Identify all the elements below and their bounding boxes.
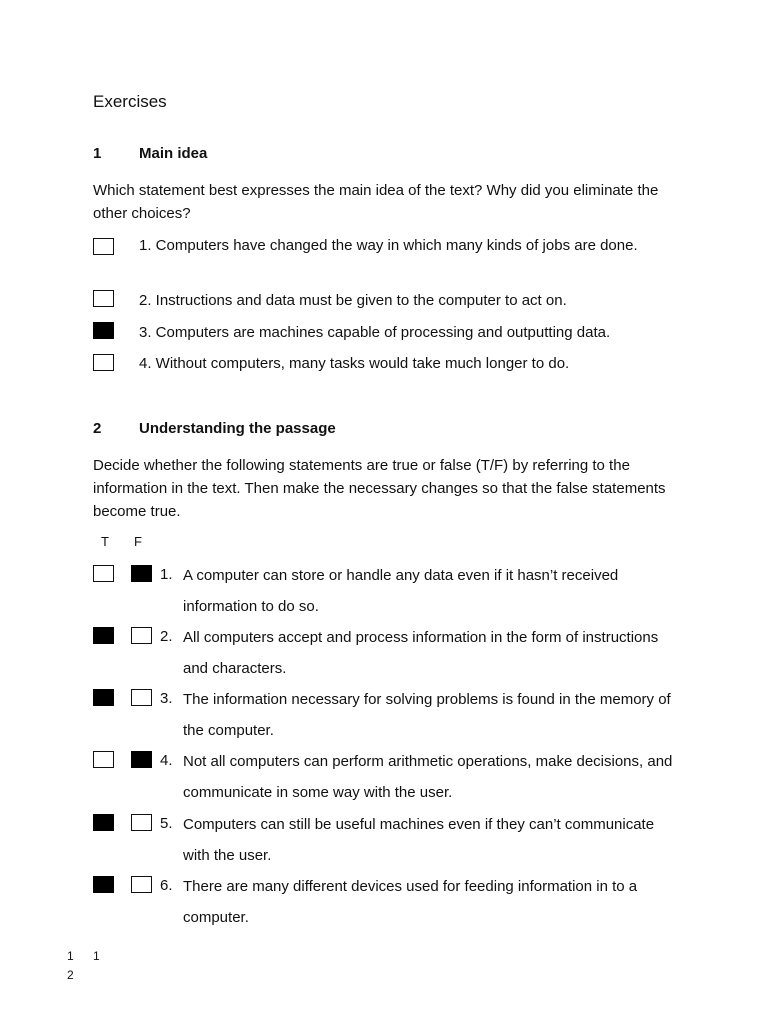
item2-false-checkbox[interactable] — [131, 627, 152, 644]
item5-false-checkbox[interactable] — [131, 814, 152, 831]
item4-number: 4. — [160, 752, 173, 769]
section1-title: Main idea — [139, 145, 208, 162]
footer-mark: 1 — [67, 949, 74, 963]
item3-true-checkbox[interactable] — [93, 689, 114, 706]
item5-true-checkbox[interactable] — [93, 814, 114, 831]
item1-false-checkbox[interactable] — [131, 565, 152, 582]
footer-mark: 1 — [93, 949, 100, 963]
item6-false-checkbox[interactable] — [131, 876, 152, 893]
item2-true-checkbox[interactable] — [93, 627, 114, 644]
item2-number: 2. — [160, 628, 173, 645]
true-column-label: T — [101, 534, 109, 549]
option4-checkbox[interactable] — [93, 354, 114, 371]
section2-number: 2 — [93, 420, 102, 437]
option3-text: 3. Computers are machines capable of processing and outputting data. — [139, 324, 611, 341]
false-column-label: F — [134, 534, 142, 549]
item1-true-checkbox[interactable] — [93, 565, 114, 582]
option2-text: 2. Instructions and data must be given to the computer to act on. — [139, 292, 567, 309]
item5-text: Computers can still be useful machines even if they can’t communicate with the user. — [183, 816, 655, 864]
item2-text: All computers accept and process information in the form of instructions and characters. — [183, 629, 659, 677]
item5-number: 5. — [160, 815, 173, 832]
item6-text: There are many different devices used for feeding information in to a computer. — [183, 878, 638, 926]
page-heading: Exercises — [93, 92, 167, 111]
item3-number: 3. — [160, 690, 173, 707]
footer-mark: 2 — [67, 968, 74, 982]
item3-false-checkbox[interactable] — [131, 689, 152, 706]
item3-text: The information necessary for solving problems is found in the memory of the computer. — [183, 691, 671, 739]
section1-number: 1 — [93, 145, 102, 162]
item6-true-checkbox[interactable] — [93, 876, 114, 893]
option3-checkbox[interactable] — [93, 322, 114, 339]
option4-text: 4. Without computers, many tasks would take much longer to do. — [139, 355, 570, 372]
section2-title: Understanding the passage — [139, 420, 336, 437]
option1-text: 1. Computers have changed the way in which many kinds of jobs are done. — [139, 237, 638, 254]
item4-false-checkbox[interactable] — [131, 751, 152, 768]
item1-text: A computer can store or handle any data even if it hasn’t received information to do so. — [183, 567, 619, 615]
item4-true-checkbox[interactable] — [93, 751, 114, 768]
item4-text: Not all computers can perform arithmetic operations, make decisions, and communicate in some way with the user. — [183, 753, 673, 801]
option2-checkbox[interactable] — [93, 290, 114, 307]
item6-number: 6. — [160, 877, 173, 894]
section2-instruction: Decide whether the following statements are true or false (T/F) by referring to the information in the text. Then make the necessary changes so that the false statements become true. — [93, 457, 666, 520]
section1-instruction: Which statement best expresses the main idea of the text? Why did you eliminate the other choices? — [93, 182, 659, 222]
item1-number: 1. — [160, 566, 173, 583]
